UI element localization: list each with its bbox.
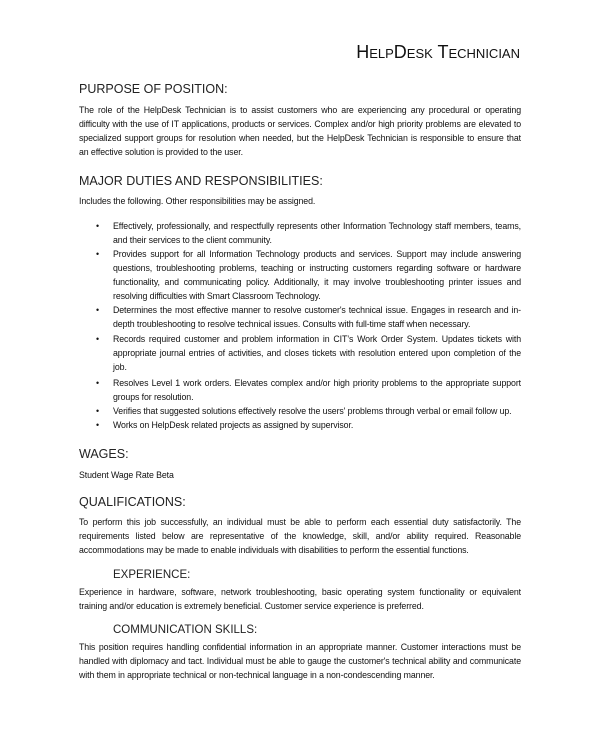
qualifications-text: To perform this job successfully, an individual must be able to perform each essential duty satisfactorily. The requirements listed below are representative of the knowledge, skill, and/or ability required. Reasonable accommodations may be made to enable individuals with disabilities to perform the essential functions. <box>79 517 521 555</box>
duties-list <box>79 219 521 432</box>
duties-intro: Includes the following. Other responsibilities may be assigned. <box>79 196 316 206</box>
list-item: • Works on HelpDesk related projects as assigned by supervisor. <box>96 420 354 430</box>
document-title: HelpDesk Technician <box>356 42 520 62</box>
list-item: • Provides support for all Information Technology products and services. Support may include answering questions, troubleshooting problems, teaching or instructing customers regarding software or hardware functionality, and communicating policy. Additionally, it may involve troubleshooting printer issues and resolving difficulties with Smart Classroom Technology. <box>96 249 521 301</box>
purpose-text: The role of the HelpDesk Technician is to assist customers who are experiencing any procedural or operating difficulty with the use of IT applications, products or services. Complex and/or high priority problems are elevated to specialized support groups for resolution when needed, but the HelpDesk Technician is responsible to ensure that an effective solution is provided to the user. <box>79 105 521 157</box>
bullet-icon: • <box>96 305 99 315</box>
list-item: • Verifies that suggested solutions effectively resolve the users' problems through verbal or email follow up. <box>96 406 512 416</box>
bullet-icon: • <box>96 378 99 388</box>
bullet-icon: • <box>96 334 99 344</box>
bullet-icon: • <box>96 249 99 259</box>
purpose-heading: PURPOSE OF POSITION: <box>79 82 228 96</box>
wages-text: Student Wage Rate Beta <box>79 470 174 480</box>
qualifications-heading: QUALIFICATIONS: <box>79 495 186 509</box>
wages-heading: WAGES: <box>79 447 129 461</box>
experience-text: Experience in hardware, software, network troubleshooting, basic operating system functionality or equivalent training and/or education is extremely beneficial. Customer service experience is preferred. <box>79 587 521 611</box>
list-item: • Resolves Level 1 work orders. Elevates complex and/or high priority problems to the appropriate support groups for resolution. <box>96 378 521 402</box>
bullet-icon: • <box>96 221 99 231</box>
bullet-icon: • <box>96 420 99 430</box>
list-item: • Determines the most effective manner to resolve customer's technical issue. Engages in research and in-depth troubleshooting to resolve technical issues. Consults with full-time staff when necessary. <box>96 305 521 329</box>
communication-heading: COMMUNICATION SKILLS: <box>113 624 258 636</box>
experience-heading: EXPERIENCE: <box>113 569 191 581</box>
list-item: • Records required customer and problem information in CIT’s Work Order System. Updates tickets with appropriate journal entries of activities, and closes tickets with resolution entered upon completion of the job. <box>96 334 521 372</box>
bullet-icon: • <box>96 406 99 416</box>
communication-text: This position requires handling confidential information in an appropriate manner. Customer interactions must be handled with diplomacy and tact. Individual must be able to gauge the customer's technical ability and communicate with them in appropriate technical or non-technical language in a non-condescending manner. <box>79 642 521 680</box>
duties-heading: MAJOR DUTIES AND RESPONSIBILITIES: <box>79 174 323 188</box>
list-item: • Effectively, professionally, and respectfully represents other Information Technology staff members, teams, and their services to the client community. <box>96 221 521 245</box>
